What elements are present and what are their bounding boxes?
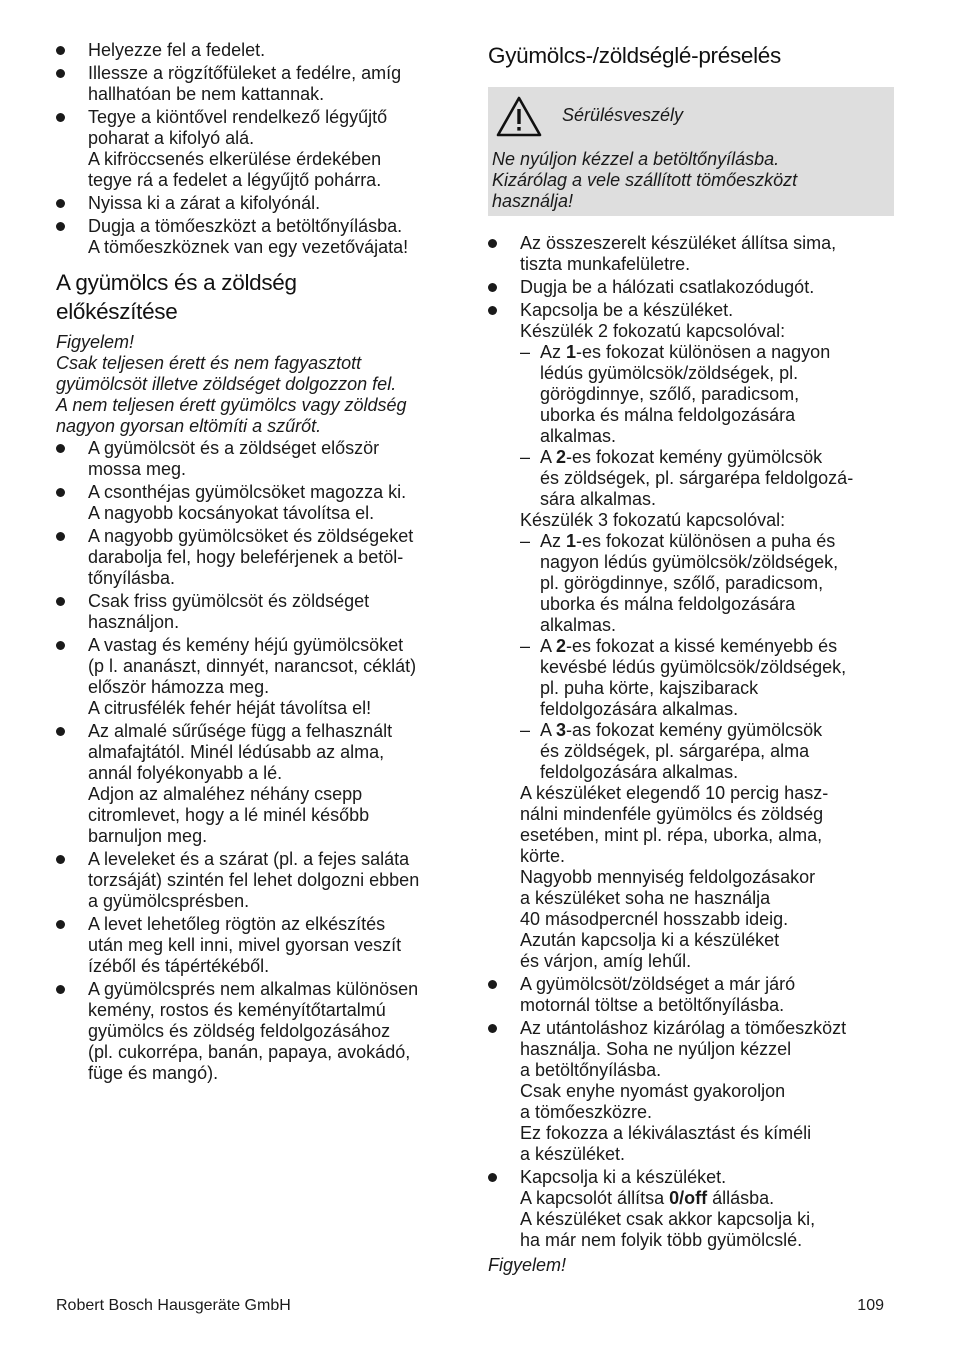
- speed-level-text: [540, 447, 894, 468]
- text-line: annál folyékonyabb a lé.: [88, 763, 283, 783]
- text-line: kevésbé lédús gyümölcsök/zöldségek,: [540, 657, 847, 677]
- text-line: (p l. ananászt, dinnyét, narancsot, céklát): [88, 656, 417, 676]
- text-line: gyümölcs és zöldség feldolgozásához: [88, 1021, 391, 1041]
- step-text: Kapcsolja be a készüléket.: [520, 300, 734, 320]
- text-line: használja!: [492, 191, 574, 211]
- text-line: esetében, mint pl. répa, uborka, alma,: [520, 825, 823, 845]
- text-span: állásba.: [707, 1188, 775, 1208]
- list-item: [56, 914, 456, 977]
- text-line: (pl. cukorrépa, banán, papaya, avokádó,: [88, 1042, 411, 1062]
- text-line: alkalmas.: [540, 615, 617, 635]
- text-line: Dugja be a hálózati csatlakozódugót.: [520, 277, 815, 297]
- speed-level-number: 1: [566, 531, 577, 551]
- list-item: [488, 277, 894, 298]
- switch-2-heading: Készülék 2 fokozatú kapcsolóval:: [520, 321, 786, 341]
- text-line: A leveleket és a szárat (pl. a fejes saláta: [88, 849, 410, 869]
- usage-duration-text: [520, 783, 894, 972]
- text-line: tegye rá a fedelet a légyűjtő pohárra.: [88, 170, 382, 190]
- text-line: A csonthéjas gyümölcsöket magozza ki.: [88, 482, 407, 502]
- text-line: lédús gyümölcsök/zöldségek, pl.: [540, 363, 799, 383]
- speed-level-text: [540, 720, 894, 741]
- text-line: Az összeszerelt készüléket állítsa sima,: [520, 233, 837, 253]
- text-line: A tömőeszköznek van egy vezetővájata!: [88, 237, 409, 257]
- text-line: görögdinnye, szőlő, paradicsom,: [540, 384, 800, 404]
- text-line: A készüléket csak akkor kapcsolja ki,: [520, 1209, 816, 1229]
- text-span: Az: [540, 342, 567, 362]
- text-line: ízéből és tápértékéből.: [88, 956, 270, 976]
- text-line: használja. Soha ne nyúljon kézzel: [520, 1039, 792, 1059]
- speed-level-number: 2: [556, 636, 567, 656]
- list-item: [56, 979, 456, 1084]
- text-line: pl. puha körte, kajszibarack: [540, 678, 759, 698]
- text-span: Az: [540, 531, 567, 551]
- text-line: Az utántoláshoz kizárólag a tömőeszközt: [520, 1018, 847, 1038]
- text-line: Kizárólag a vele szállított tömőeszközt: [492, 170, 798, 190]
- text-line: pl. görögdinnye, szőlő, paradicsom,: [540, 573, 824, 593]
- text-line: tőnyílásba.: [88, 568, 176, 588]
- list-item: [488, 300, 894, 972]
- section-title-line: A gyümölcs és a zöldség: [56, 270, 297, 295]
- speed-level-item: [520, 531, 894, 636]
- left-column: [56, 40, 456, 1086]
- attention-label: Figyelem!: [56, 332, 135, 352]
- text-line: a betöltőnyílásba.: [520, 1060, 662, 1080]
- footer-company: Robert Bosch Hausgeräte GmbH: [56, 1297, 291, 1314]
- warning-box: [488, 87, 894, 216]
- text-line: Az almalé sűrűsége függ a felhasznált: [88, 721, 393, 741]
- text-line: A levet lehetőleg rögtön az elkészítés: [88, 914, 386, 934]
- list-item: [56, 107, 456, 191]
- text-span: A: [540, 636, 557, 656]
- text-line: Adjon az almaléhez néhány csepp: [88, 784, 363, 804]
- juicing-steps-list: [488, 233, 894, 1251]
- speed-level-text: [540, 342, 894, 363]
- list-item: [488, 974, 894, 1016]
- text-line: Helyezze fel a fedelet.: [88, 40, 266, 60]
- text-line: citromlevet, hogy a lé minél később: [88, 805, 370, 825]
- text-line: és zöldségek, pl. sárgarépa feldolgozá-: [540, 468, 854, 488]
- speed-level-text: [540, 636, 894, 657]
- text-line: Csak teljesen érett és nem fagyasztott: [56, 353, 362, 373]
- speed-level-text: [540, 531, 894, 552]
- text-line: nálni mindenféle gyümölcs és zöldség: [520, 804, 824, 824]
- switch-off-instruction: [520, 1188, 894, 1209]
- text-line: Csak enyhe nyomást gyakoroljon: [520, 1081, 786, 1101]
- text-line: torzsáját) szintén fel lehet dolgozni ebben: [88, 870, 420, 890]
- list-item: [56, 40, 456, 61]
- list-item: [488, 1167, 894, 1251]
- speed-level-item: [520, 447, 894, 510]
- text-line: A gyümölcsprés nem alkalmas különösen: [88, 979, 419, 999]
- text-line: Ne nyúljon kézzel a betöltőnyílásba.: [492, 149, 780, 169]
- text-line: A gyümölcsöt/zöldséget a már járó: [520, 974, 796, 994]
- list-item: [56, 482, 456, 524]
- text-line: almafajtától. Minél lédúsabb az alma,: [88, 742, 385, 762]
- text-line: A készüléket elegendő 10 percig hasz-: [520, 783, 829, 803]
- text-line: tiszta munkafelületre.: [520, 254, 691, 274]
- text-span: -es fokozat kemény gyümölcsök: [566, 447, 823, 467]
- text-span: -es fokozat különösen a nagyon: [576, 342, 831, 362]
- setup-steps-list: [56, 40, 456, 258]
- speed-level-number: 2: [556, 447, 567, 467]
- text-line: hallhatóan be nem kattannak.: [88, 84, 325, 104]
- text-line: után meg kell inni, mivel gyorsan veszít: [88, 935, 402, 955]
- section-title-line: előkészítése: [56, 299, 178, 324]
- text-span: -es fokozat a kissé keményebb és: [566, 636, 838, 656]
- text-line: feldolgozására alkalmas.: [540, 699, 739, 719]
- text-line: A nagyobb gyümölcsöket és zöldségeket: [88, 526, 414, 546]
- text-span: A: [540, 447, 557, 467]
- text-line: először hámozza meg.: [88, 677, 270, 697]
- step-text: [520, 1209, 894, 1251]
- section-title-juicing: Gyümölcs-/zöldséglé-préselés: [488, 43, 781, 68]
- text-line: Nyissa ki a zárat a kifolyónál.: [88, 193, 321, 213]
- warning-title: Sérülésveszély: [562, 104, 684, 125]
- text-line: uborka és málna feldolgozására: [540, 594, 796, 614]
- warning-triangle-icon: [496, 95, 542, 137]
- list-item: [56, 635, 456, 719]
- preparation-list: [56, 438, 456, 1084]
- text-line: darabolja fel, hogy beleférjenek a betöl-: [88, 547, 404, 567]
- text-line: Kapcsolja ki a készüléket.: [520, 1167, 727, 1187]
- text-line: A vastag és kemény héjú gyümölcsöket: [88, 635, 404, 655]
- text-line: 40 másodpercnél hosszabb ideig.: [520, 909, 789, 929]
- text-span: A: [540, 720, 557, 740]
- text-line: füge és mangó).: [88, 1063, 219, 1083]
- text-line: nagyon lédús gyümölcsök/zöldségek,: [540, 552, 839, 572]
- text-line: ha már nem folyik több gyümölcslé.: [520, 1230, 803, 1250]
- text-line: A citrusfélék fehér héját távolítsa el!: [88, 698, 372, 718]
- text-line: barnuljon meg.: [88, 826, 208, 846]
- step-text: [520, 1167, 894, 1188]
- switch-3-heading: Készülék 3 fokozatú kapcsolóval:: [520, 510, 786, 530]
- list-item: [56, 591, 456, 633]
- right-column: [488, 40, 894, 1276]
- text-line: feldolgozására alkalmas.: [540, 762, 739, 782]
- switch-3-levels: [520, 531, 894, 783]
- speed-level-number: 3: [556, 720, 567, 740]
- text-line: A nem teljesen érett gyümölcs vagy zöldség: [56, 395, 407, 415]
- switch-position-label: 0/off: [669, 1188, 708, 1208]
- text-line: Illessze a rögzítőfüleket a fedélre, amíg: [88, 63, 402, 83]
- text-line: a gyümölcsprésben.: [88, 891, 250, 911]
- text-line: használjon.: [88, 612, 180, 632]
- list-item: [56, 216, 456, 258]
- text-line: a készüléket soha ne használja: [520, 888, 771, 908]
- text-line: körte.: [520, 846, 566, 866]
- list-item: [56, 63, 456, 105]
- text-span: -es fokozat különösen a puha és: [576, 531, 836, 551]
- text-line: Ez fokozza a lékiválasztást és kíméli: [520, 1123, 812, 1143]
- text-line: uborka és málna feldolgozására: [540, 405, 796, 425]
- page-number: 109: [857, 1297, 884, 1314]
- text-line: alkalmas.: [540, 426, 617, 446]
- list-item: [488, 1018, 894, 1165]
- text-line: sára alkalmas.: [540, 489, 657, 509]
- speed-level-item: [520, 342, 894, 447]
- section-title-preparation: [56, 268, 456, 326]
- attention-label-bottom: Figyelem!: [488, 1255, 567, 1275]
- switch-2-levels: [520, 342, 894, 510]
- text-line: Tegye a kiöntővel rendelkező légyűjtő: [88, 107, 388, 127]
- text-line: A kifröccsenés elkerülése érdekében: [88, 149, 382, 169]
- text-line: gyümölcsöt illetve zöldséget dolgozzon fel.: [56, 374, 397, 394]
- list-item: [56, 721, 456, 847]
- list-item: [488, 233, 894, 275]
- text-line: Dugja a tömőeszközt a betöltőnyílásba.: [88, 216, 403, 236]
- text-line: Csak friss gyümölcsöt és zöldséget: [88, 591, 370, 611]
- text-line: és várjon, amíg lehűl.: [520, 951, 692, 971]
- text-line: Nagyobb mennyiség feldolgozásakor: [520, 867, 816, 887]
- text-span: -as fokozat kemény gyümölcsök: [566, 720, 823, 740]
- text-line: mossa meg.: [88, 459, 187, 479]
- list-item: [56, 526, 456, 589]
- attention-note: [56, 353, 456, 437]
- text-line: kemény, rostos és keményítőtartalmú: [88, 1000, 386, 1020]
- list-item: [56, 193, 456, 214]
- text-line: motornál töltse a betöltőnyílásba.: [520, 995, 785, 1015]
- text-span: A kapcsolót állítsa: [520, 1188, 670, 1208]
- warning-text: [492, 149, 886, 212]
- speed-level-number: 1: [566, 342, 577, 362]
- text-line: A gyümölcsöt és a zöldséget először: [88, 438, 380, 458]
- text-line: a tömőeszközre.: [520, 1102, 653, 1122]
- list-item: [56, 438, 456, 480]
- text-line: a készüléket.: [520, 1144, 626, 1164]
- text-line: nagyon gyorsan eltömíti a szűrőt.: [56, 416, 322, 436]
- list-item: [56, 849, 456, 912]
- speed-level-item: [520, 720, 894, 783]
- text-line: A nagyobb kocsányokat távolítsa el.: [88, 503, 375, 523]
- speed-level-item: [520, 636, 894, 720]
- text-line: és zöldségek, pl. sárgarépa, alma: [540, 741, 810, 761]
- text-line: poharat a kifolyó alá.: [88, 128, 255, 148]
- text-line: Azután kapcsolja ki a készüléket: [520, 930, 780, 950]
